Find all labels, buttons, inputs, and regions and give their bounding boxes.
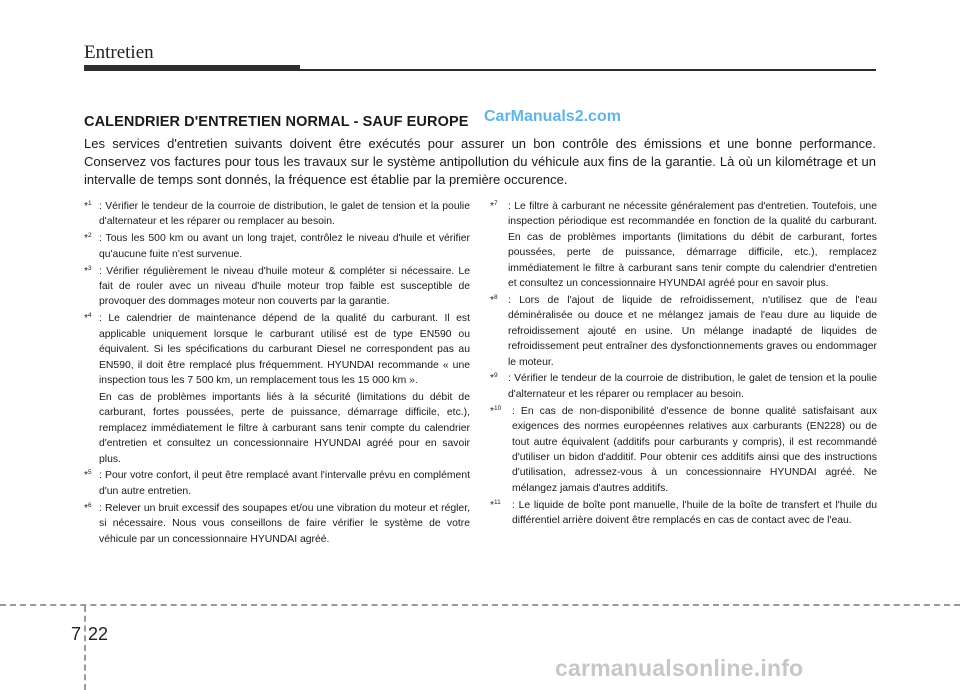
footnote-11 [490, 498, 877, 529]
footer-dashed-divider [84, 606, 86, 690]
footnote-marker: *$^4$ [84, 312, 92, 325]
footnote-marker: *$^7$ [490, 200, 498, 212]
footnote-text: : Tous les 500 km ou avant un long trajet, contrôlez le niveau d'huile et vérifier qu'aucune fuite n'est survenue. [99, 233, 470, 260]
notes-right-column [490, 199, 877, 530]
footnote-text: : Lors de l'ajout de liquide de refroidissement, n'utilisez que de l'eau déminéralisée ou douce et ne mélangez jamais de l'eau dure au liquide de refroidissement ajouté en usine. Un mélange inadapté de liquides de refroidissement peut entraîner des dysfonctionnements graves ou endommager le moteur. [508, 294, 877, 368]
footnote-marker: *$^{11}$ [490, 498, 501, 511]
header-rule-thick [84, 65, 300, 71]
footnote-marker: *$^1$ [84, 200, 92, 212]
footnote-marker: *$^2$ [84, 232, 92, 245]
footnote-text: : Le calendrier de maintenance dépend de la qualité du carburant. Il est applicable uniquement lorsque le carburant utilisé est de type EN590 ou équivalent. Si les spécifications du carburant Diesel ne correspondent pas au EN590, il doit être remplacé plus fréquemment. HYUNDAI recommande « une inspection tous les 7 500 km, un remplacement tous les 15 000 km ». [99, 313, 470, 386]
footnote-text: : Le filtre à carburant ne nécessite généralement pas d'entretien. Toutefois, une inspection périodique est recommandée en fonction de la qualité du carburant. En cas de problèmes importants (limitations du débit de carburant, fortes poussées, perte de puissance, démarrage difficile, etc.), remplacez immédiatement le filtre à carburant sans tenir compte du calendrier d'entretien et consultez un concessionnaire HYUNDAI agréé pour en savoir plus. [508, 201, 877, 290]
watermark-carmanuals2: CarManuals2.com [484, 108, 621, 125]
notes-left-column [84, 199, 470, 548]
chapter-number: 7 [71, 624, 82, 644]
footnote-10 [490, 404, 877, 496]
footnote-8 [490, 293, 877, 370]
footnote-9 [490, 371, 877, 402]
footnote-4-continuation: En cas de problèmes importants liés à la sécurité (limitations du débit de carburant, fortes poussées, perte de puissance, démarrage difficile, etc.), remplacez immédiatement le filtre à carburant sans tenir compte du calendrier d'entretien et consultez un concessionnaire HYUNDAI agréé pour en savoir plus. [99, 391, 470, 465]
footnote-text: : Vérifier le tendeur de la courroie de distribution, le galet de tension et la poulie d'alternateur et les réparer ou remplacer au besoin. [508, 373, 877, 400]
footnote-text: : Le liquide de boîte pont manuelle, l'huile de la boîte de transfert et l'huile du différentiel arrière doivent être remplacés en cas de contact avec de l'eau. [512, 499, 877, 527]
page-number: 22 [88, 624, 109, 644]
header-rule-thin [300, 69, 876, 71]
footnote-marker: *$^8$ [490, 293, 498, 306]
footnote-marker: *$^{10}$ [490, 404, 502, 417]
page-header-title: Entretien [84, 42, 154, 63]
footnote-7 [490, 199, 877, 291]
footer-dashed-rule [0, 604, 960, 606]
footnote-marker: *$^9$ [490, 372, 498, 385]
footnote-2 [84, 231, 470, 262]
footnote-5 [84, 468, 470, 499]
footnote-6 [84, 501, 470, 547]
footnote-text: : Relever un bruit excessif des soupapes et/ou une vibration du moteur et régler, si nécessaire. Nous vous conseillons de faire vérifier le système de votre véhicule par un concessionnaire HYUNDAI agréé. [99, 502, 470, 545]
footnote-marker: *$^6$ [84, 501, 92, 514]
footnote-marker: *$^3$ [84, 264, 92, 277]
footnote-text: : En cas de non-disponibilité d'essence de bonne qualité satisfaisant aux exigences des normes européennes relatives aux carburants (EN228) ou de tout autre équivalent (additifs pour carburants y compris), il est recommandé d'utiliser un bidon d'additif. Pour obtenir ces additifs ainsi que des instructions d'utilisation, adressez-vous à un concessionnaire HYUNDAI agréé. Ne mélangez jamais d'autres additifs. [512, 405, 877, 494]
intro-paragraph: Les services d'entretien suivants doivent être exécutés pour assurer un bon contrôle des émissions et une bonne performance. Conservez vos factures pour tous les travaux sur le système antipollution du véhicule aux fins de la garantie. Là où un kilométrage et un intervalle de temps sont donnés, la fréquence est établie par la première occurence. [84, 136, 876, 187]
footnote-4 [84, 311, 470, 388]
section-title: CALENDRIER D'ENTRETIEN NORMAL - SAUF EUROPE [84, 114, 469, 130]
footnote-text: : Vérifier le tendeur de la courroie de distribution, le galet de tension et la poulie d'alternateur et les réparer ou remplacer au besoin. [99, 201, 470, 228]
footnote-text: : Pour votre confort, il peut être remplacé avant l'intervalle prévu en complément d'un autre entretien. [99, 470, 470, 497]
footnote-marker: *$^5$ [84, 469, 92, 482]
footnote-text: : Vérifier régulièrement le niveau d'huile moteur & compléter si nécessaire. Le fait de rouler avec un niveau d'huile moteur trop faible est susceptible de provoquer des dommages moteur non couverts par la garantie. [99, 265, 470, 308]
footnote-3 [84, 264, 470, 310]
footnote-1 [84, 199, 470, 230]
watermark-carmanualsonline: carmanualsonline.info [555, 655, 804, 681]
